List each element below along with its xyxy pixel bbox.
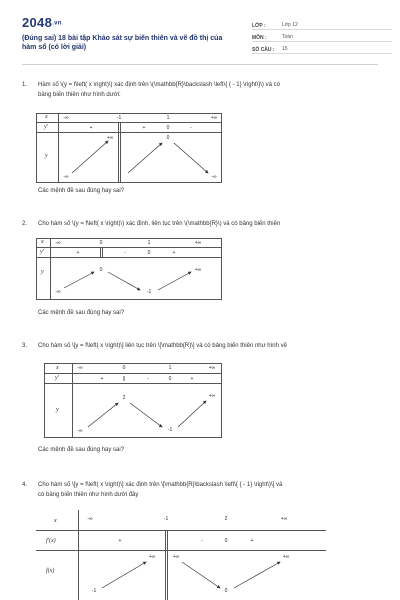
x-value: -∞ bbox=[87, 516, 93, 522]
increasing-arrow bbox=[178, 401, 206, 427]
x-value: +∞ bbox=[208, 365, 216, 371]
variation-arrows bbox=[36, 510, 326, 600]
variation-arrows bbox=[44, 363, 222, 438]
f-value: -∞ bbox=[211, 174, 217, 180]
sign: + bbox=[250, 538, 254, 544]
sign: - bbox=[147, 376, 149, 382]
function-label: f(x) bbox=[46, 568, 55, 574]
x-value: 0 bbox=[99, 240, 103, 246]
question-text-line2: bảng biến thiên như hình dưới: bbox=[38, 92, 121, 98]
meta-row-subject bbox=[252, 30, 392, 42]
variation-arrows bbox=[36, 238, 222, 300]
derivative-label: f'(x) bbox=[46, 538, 56, 544]
sign: 0 bbox=[147, 250, 151, 256]
increasing-arrow bbox=[102, 562, 146, 588]
x-value: 1 bbox=[166, 115, 170, 121]
sign: + bbox=[118, 538, 122, 544]
decreasing-arrow bbox=[182, 562, 220, 588]
derivative-label: y' bbox=[44, 124, 48, 130]
increasing-arrow bbox=[158, 272, 191, 290]
x-value: -∞ bbox=[55, 240, 61, 246]
sign: 0 bbox=[224, 538, 228, 544]
decreasing-arrow bbox=[108, 272, 140, 290]
f-value: +∞ bbox=[282, 554, 290, 560]
decreasing-arrow bbox=[130, 403, 162, 427]
meta-label: MÔN : bbox=[252, 35, 267, 41]
question-text-line2: có bảng biến thiên như hình dưới đây bbox=[38, 492, 139, 498]
question-caption: Các mệnh đề sau đúng hay sai? bbox=[38, 310, 125, 316]
question-1 bbox=[22, 81, 382, 101]
x-value: -∞ bbox=[63, 115, 69, 121]
derivative-label: y' bbox=[55, 375, 59, 381]
sign: || bbox=[122, 376, 126, 382]
x-label: x bbox=[41, 239, 44, 245]
function-label: y bbox=[45, 153, 48, 159]
question-4 bbox=[22, 481, 382, 501]
function-label: y bbox=[41, 269, 44, 275]
meta-value: Lớp 12 bbox=[282, 22, 298, 28]
f-value: +∞ bbox=[194, 267, 202, 273]
meta-label: LỚP : bbox=[252, 23, 266, 29]
increasing-arrow bbox=[88, 403, 118, 427]
question-2 bbox=[22, 220, 382, 230]
meta-value: 15 bbox=[282, 46, 288, 52]
x-value: 0 bbox=[122, 365, 126, 371]
question-text: Hàm số \(y = f\left( x \right)\) xác định trên \(\mathbb{R}\backslash \left\{ { - 1} \right\}\) và có bbox=[38, 82, 280, 88]
x-value: -1 bbox=[163, 516, 169, 522]
question-text: Cho hàm số \[y = f\left( x \right)\] liên tục trên \[\mathbb{R}\] và có bảng biến thiên như hình vẽ bbox=[38, 343, 287, 349]
meta-row-grade bbox=[252, 18, 392, 30]
sign: + bbox=[142, 125, 146, 131]
increasing-arrow bbox=[72, 141, 108, 173]
increasing-arrow bbox=[234, 562, 280, 588]
f-value: 0 bbox=[224, 588, 228, 594]
logo-suffix: .vn bbox=[52, 20, 62, 27]
increasing-arrow bbox=[64, 272, 94, 288]
question-text: Cho hàm số \(y = f\left( x \right)\) xác định, liên tục trên \(\mathbb{R}\) và có bảng biến thiên bbox=[38, 221, 281, 227]
sign: 0 bbox=[166, 125, 170, 131]
meta-row-count bbox=[252, 42, 392, 54]
sign: - bbox=[190, 125, 192, 131]
x-value: 1 bbox=[147, 240, 151, 246]
derivative-label: y' bbox=[40, 249, 44, 255]
question-caption: Các mệnh đề sau đúng hay sai? bbox=[38, 188, 125, 194]
document-meta bbox=[252, 18, 392, 54]
x-value: +∞ bbox=[280, 516, 288, 522]
f-value: 2 bbox=[122, 395, 126, 401]
x-label: x bbox=[54, 518, 57, 524]
header-divider bbox=[22, 64, 378, 65]
function-label: y bbox=[56, 407, 59, 413]
f-value: +∞ bbox=[172, 554, 180, 560]
x-value: +∞ bbox=[210, 115, 218, 121]
sign: + bbox=[100, 376, 104, 382]
question-number: 4. bbox=[22, 482, 28, 488]
meta-label: SỐ CÂU : bbox=[252, 47, 275, 53]
f-value: -1 bbox=[167, 427, 173, 433]
sign: + bbox=[89, 125, 93, 131]
sign: + bbox=[190, 376, 194, 382]
variation-arrows bbox=[36, 113, 222, 183]
x-value: +∞ bbox=[194, 240, 202, 246]
question-text: Cho hàm số \[y = f\left( x \right)\] xác định trên \[\mathbb{R}\backslash \left\{ { - 1} \right\}\] và bbox=[38, 482, 283, 488]
logo-text: 2048 bbox=[22, 15, 53, 30]
site-logo[interactable] bbox=[22, 15, 62, 30]
x-value: 1 bbox=[168, 365, 172, 371]
f-value: +∞ bbox=[148, 554, 156, 560]
sign: 0 bbox=[168, 376, 172, 382]
f-value: -∞ bbox=[55, 289, 61, 295]
x-label: x bbox=[45, 114, 48, 120]
x-label: x bbox=[56, 365, 59, 371]
question-caption: Các mệnh đề sau đúng hay sai? bbox=[38, 447, 125, 453]
document-title: (Đúng sai) 18 bài tập Khảo sát sự biến thiên và vẽ đồ thị của hàm số (có lời giải) bbox=[22, 35, 223, 51]
f-value: 0 bbox=[166, 135, 170, 141]
question-number: 2. bbox=[22, 221, 28, 227]
x-value: -∞ bbox=[77, 365, 83, 371]
decreasing-arrow bbox=[174, 143, 208, 173]
f-value: -1 bbox=[146, 289, 152, 295]
sign: + bbox=[172, 250, 176, 256]
sign: - bbox=[201, 538, 203, 544]
f-value: +∞ bbox=[106, 135, 114, 141]
f-value: -∞ bbox=[77, 428, 83, 434]
f-value: -∞ bbox=[63, 174, 69, 180]
question-number: 1. bbox=[22, 82, 28, 88]
f-value: +∞ bbox=[208, 393, 216, 399]
question-3 bbox=[22, 342, 382, 352]
sign: + bbox=[76, 250, 80, 256]
f-value: -1 bbox=[91, 588, 97, 594]
increasing-arrow bbox=[128, 143, 162, 173]
meta-value: Toán bbox=[282, 34, 293, 40]
x-value: -1 bbox=[116, 115, 122, 121]
sign: - bbox=[124, 250, 126, 256]
f-value: 0 bbox=[99, 267, 103, 273]
question-number: 3. bbox=[22, 343, 28, 349]
x-value: 2 bbox=[224, 516, 228, 522]
